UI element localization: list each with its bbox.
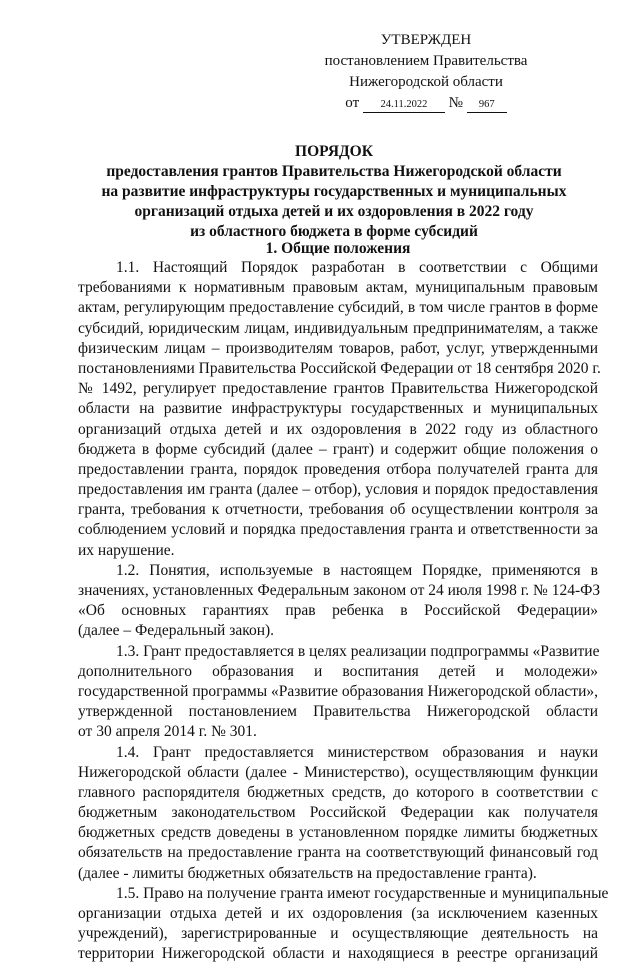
section-heading: 1. Общие положения xyxy=(265,240,411,257)
title-heading: ПОРЯДОК xyxy=(295,143,373,160)
body-line: предоставлении гранта, порядок проведения отбора получателей гранта для xyxy=(78,460,598,478)
body-line: организаций отдыха детей и их оздоровления в 2022 году из областного xyxy=(78,420,598,438)
body-line: 1.1. Настоящий Порядок разработан в соответствии с Общими xyxy=(116,259,598,276)
body-line: значениях, установленных Федеральным законом от 24 июля 1998 г. № 124-ФЗ xyxy=(78,582,601,599)
body-line: главного распорядителя бюджетных средств, до которого в соответствии с xyxy=(78,783,598,801)
approval-date-number-line xyxy=(322,93,530,114)
body-line: гранта, требования к отчетности, требования об осуществлении контроля за xyxy=(78,501,598,519)
approval-heading: УТВЕРЖДЕН xyxy=(380,32,472,48)
body-line: бюджетных средств доведены в установленном порядке лимиты бюджетных xyxy=(78,824,598,842)
body-line: государственной программы «Развитие образования Нижегородской области», xyxy=(78,682,598,700)
body-line: физическим лицам – производителям товаров, работ, услуг, утвержденными xyxy=(78,339,598,357)
body-line: учреждений), зарегистрированные и осуществляющие деятельность на xyxy=(78,925,598,943)
body-line: территории Нижегородской области и находящиеся в реестре организаций xyxy=(78,945,598,963)
title-line: на развитие инфраструктуры государственных и муниципальных xyxy=(101,183,567,200)
body-line: 1.5. Право на получение гранта имеют государственные и муниципальные xyxy=(116,884,609,902)
approval-date: 24.11.2022 xyxy=(363,98,445,113)
title-line: предоставления грантов Правительства Нижегородской области xyxy=(106,163,562,180)
body-line: области на развитие инфраструктуры государственных и муниципальных xyxy=(78,400,598,418)
body-line: утвержденной постановлением Правительства Нижегородской области xyxy=(78,703,598,721)
document-body xyxy=(78,258,609,965)
body-line: постановлениями Правительства Российской Федерации от 18 сентября 2020 г. xyxy=(78,359,601,377)
body-line: «Об основных гарантиях прав ребенка в Российской Федерации» xyxy=(78,602,598,620)
body-line: Нижегородской области (далее - Министерство), осуществляющим функции xyxy=(78,763,598,781)
approval-line-decree: постановлением Правительства xyxy=(324,53,528,69)
body-line: (далее - лимиты бюджетных обязательств на предоставление гранта). xyxy=(78,864,537,882)
body-line: предоставления им гранта (далее – отбор), условия и порядок предоставления xyxy=(78,481,598,499)
body-line: (далее – Федеральный закон). xyxy=(78,622,275,640)
body-line: обязательств на предоставление гранта на соответствующий финансовый год xyxy=(78,844,598,862)
body-line: бюджета в форме субсидий (далее – грант) и содержит общие положения о xyxy=(78,440,598,458)
body-line: субсидий, юридическим лицам, индивидуальным предпринимателям, а также xyxy=(78,319,598,337)
title-line: организаций отдыха детей и их оздоровления в 2022 году xyxy=(134,203,534,220)
body-line: актам, регулирующим предоставление субсидий, в том числе грантов в форме xyxy=(78,299,598,317)
body-line: от 30 апреля 2014 г. № 301. xyxy=(78,723,257,741)
body-line: требованиями к нормативным правовым актам, муниципальным правовым xyxy=(78,279,598,297)
body-line: № 1492, регулирует предоставление грантов Правительства Нижегородской xyxy=(78,380,598,398)
approval-ot-label: от xyxy=(345,95,360,111)
approval-number-label: № xyxy=(448,95,463,111)
body-line: организации отдыха детей и их оздоровления (за исключением казенных xyxy=(78,905,598,922)
approval-stamp xyxy=(322,30,530,114)
body-line: дополнительного образования и воспитания детей и молодежи» xyxy=(78,662,598,680)
approval-line-region: Нижегородской области xyxy=(349,74,503,90)
body-line: соблюдением условий и порядка предоставления гранта и ответственности за xyxy=(78,521,598,539)
document-title xyxy=(96,142,572,242)
body-line: бюджетным законодательством Российской Федерации как получателя xyxy=(78,804,598,822)
body-line: их нарушение. xyxy=(78,541,175,559)
body-line: 1.4. Грант предоставляется министерством образования и науки xyxy=(116,743,598,761)
approval-number: 967 xyxy=(467,98,507,113)
title-line: из областного бюджета в форме субсидий xyxy=(190,223,478,240)
body-line: 1.2. Понятия, используемые в настоящем Порядке, применяются в xyxy=(116,561,598,579)
body-line: 1.3. Грант предоставляется в целях реализации подпрограммы «Развитие xyxy=(116,642,600,660)
